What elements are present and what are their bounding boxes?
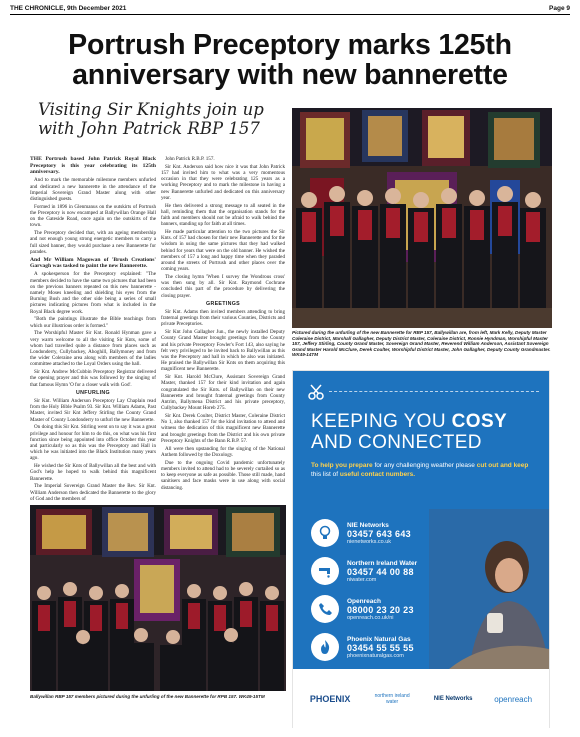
logo-ni-water: northern ireland water (374, 693, 410, 705)
advert-headline-line2: AND CONNECTED (311, 432, 482, 453)
masthead-page: Page 9 (549, 5, 570, 12)
contact-openreach (311, 595, 414, 623)
headline: Portrush Preceptory marks 125th anniversary with new bannerette (68, 29, 512, 91)
woman-with-mug-photo (429, 509, 549, 669)
article-column-1 (30, 156, 156, 502)
article-paragraph: And to mark the memorable milestone members unfurled and dedicated a new bannerette in the attendance of the Imperial Sovereign Grand Master along with other distinguished guests. (30, 177, 156, 202)
photo-bannerette-unfurling (292, 108, 552, 328)
article-paragraph: Sir Knt. Harold McClure, Assistant Sovereign Grand Master, thanked 157 for their kind invitation and again congratulated the Sir Knts. of Ballywillan on their new Bannerette and brought fraternal greetings from County Antrim, Ballymena District and his private preceptory, Cullybackey Mount Horeb 275. (161, 374, 285, 412)
contact-number[interactable]: 03457 643 643 (347, 528, 411, 539)
flame-icon (311, 633, 339, 661)
advert-header-panel (293, 371, 549, 509)
article-column-2 (161, 156, 285, 502)
contact-name: NIE Networks (347, 521, 389, 529)
advert-intro (311, 462, 531, 479)
contact-ni-water (311, 557, 417, 585)
logo-openreach: openreach (494, 694, 533, 704)
article-paragraph: John Patrick R.B.P. 157. (165, 156, 215, 162)
contact-name: Northern Ireland Water (347, 559, 418, 567)
caption-top-photo: Pictured during the unfurling of the new Bannerette for RBP 157, Ballywillan are, from left, Mark Kelly, Deputy Master Coleraine District, Marshall Gallagher, Deputy District Master, Coleraine District, Ronnie Hyndman, Worshipful Master 157, Jeffery Stirling, County Grand Master, Sovereign Grand Master, Reverend William Anderson, Assistant Sovereign Grand Master Harold McClure, Derek Coulter, Worshipful District Master, John Gallagher, Deputy County Grandmaster. WK49-14TM (292, 330, 551, 358)
article-paragraph: He then delivered a strong message to all seated in the hall, reminding them that the organisation stands for the faith and members should not be afraid to walk behind the banners, standing up for faith at all times. (161, 202, 285, 228)
advert-headline (311, 411, 507, 453)
article-paragraph: Sir Knt. Derek Coulter, District Master, Coleraine District No 1, also thanked 157 for the kind invitation to attend and witness the dedication of this magnificent new Bannerette and brought greetings from the District and his own private Preceptory Knights of the Bann R.B.P. 57. (161, 413, 285, 444)
advert-intro-bold: cut out and keep (476, 462, 529, 469)
article-paragraph: Sir Knt. William Anderson Preceptory Lay Chaplain read from the Holy Bible Psalm 93. Sir Knt. William Adams, Past Master, invited Sir Knt Jeffery Stirling the County Grand Master of County Londonderry to unfurl the new Bannerette. (30, 398, 156, 423)
advert-headline-line1: KEEPING YOU (311, 411, 446, 432)
article-paragraph: The Imperial Sovereign Grand Master the Rev. Sir Knt. William Anderson then dedicated the Bannerette to the glory of God and the members of (30, 483, 156, 502)
contact-name: Phoenix Natural Gas (347, 635, 411, 643)
article-paragraph: And Mr William Magowan of 'Brush Creations' Garvagh was tasked to paint the new Bannerette. (30, 256, 156, 270)
contact-number[interactable]: 03457 44 00 88 (347, 566, 414, 577)
article-paragraph: He made particular attention to the two pictures the Sir Knts. of 157 had chosen for their new Bannerette and for the wisdom in using the same pictures that they had walked behind for years that were on the old banner. He wished the members of 157 a long and happy time when they paraded around the streets of Portrush and other places over the coming years. (161, 229, 285, 273)
article-paragraph: The Preceptory decided that, with an ageing membership and not enough young strong energetic members to carry a full sized banner, they would purchase a new Bannerette for parades. (30, 230, 156, 255)
phone-icon (311, 595, 339, 623)
article-paragraph: Sir Knt. Adams then invited members attending to bring fraternal greetings from their various Counties, Districts and private Preceptories. (161, 309, 285, 328)
article-paragraph: Sir Knt. Andrew McCubbin Preceptory Registrar delivered the opening prayer and this was followed by the singing of that famous Hymn 'O for a closer walk with God'. (30, 369, 156, 388)
advert-intro-text: for any challenging weather please (374, 462, 475, 469)
advert-logo-strip (293, 669, 549, 729)
advert-intro-bold: useful contact numbers. (339, 470, 416, 478)
article-paragraph: The Worshipful Master Sir Knt. Ronald Hynman gave a very warm welcome to all the visiting Sir Knts, some of whom had travelled quite a distance from places such as Londonderry, Cullybackey, Ahoghill, Ballymoney and from the wider Coleraine area along with members of the ladies committee attached to the Loyal Orders using the hall. (30, 330, 156, 368)
logo-phoenix: PHOENIX (309, 694, 351, 704)
article-paragraph: "Both the paintings illustrate the Bible teachings from which our illustrious order is formed." (30, 316, 156, 329)
advert-keeping-you-cosy (292, 370, 550, 728)
subheading-greetings: GREETINGS (206, 300, 240, 307)
contact-website[interactable]: niwater.com (347, 576, 377, 583)
article-paragraph: All were then upstanding for the singing of the National Anthem followed by the Doxology. (161, 445, 285, 458)
article-paragraph: He wished the Sir Knts of Ballywillan all the best and with God's help he hoped to walk behind this magnificent Bannerette. (30, 463, 156, 482)
advert-headline-bold: COSY (451, 411, 508, 432)
contact-number[interactable]: 08000 23 20 23 (347, 604, 414, 615)
masthead (10, 3, 570, 15)
contact-website[interactable]: openreach.co.uk/ni (347, 614, 394, 621)
article-lead: THE Portrush based John Patrick Royal Black Preceptory is this year celebrating its 125th anniversary. (30, 156, 156, 176)
article-paragraph: Sir Knt John Gallagher Jun., the newly installed Deputy County Grand Master brought greetings from the County and his private Preceptory Fowler's Fort 143, also saying he felt very privileged to be invited back to Ballywillan as this was the Preceptory and hall in which he also was initiated. He praised the Ballywillan Sir Knts on them acquiring this magnificent new Bannerette. (161, 329, 285, 373)
article-paragraph: A spokesperson for the Preceptory explained: "The members decided to have the same two pictures that had been on the previous banners repeated on this new bannerette - namely Moses kneeling and shielding his eyes from the Burning Bush and the other side being a series of small pictures indicating pictures from what is included in the Royal Black degree work. (30, 271, 156, 315)
advert-intro-text: this list of (311, 470, 339, 478)
scissors-icon (307, 383, 325, 401)
advert-contacts-panel (293, 509, 549, 669)
subheading-unfurling: UNFURLING (76, 389, 110, 396)
photo-members-group (30, 505, 286, 691)
contact-phoenix-natural-gas (311, 633, 414, 661)
article-paragraph: Due to the ongoing Covid pandemic unfortunately members invited to attend had to be severely curtailed so as to keep everyone as safe as possible. Those still made, hand sanitisers and face masks were in use along with social distancing. (161, 459, 285, 491)
contact-number[interactable]: 03454 55 55 55 (347, 642, 414, 653)
article-paragraph: On doing this Sir Knt. Stirling went on to say it was a great privilege and honour for him to do this, on what was his first function since being appointed into office October this year and particularly so as this was the Preceptory and Hall in which he was initiated into the Black Institution many years ago. (30, 424, 156, 462)
masthead-paper: THE CHRONICLE, 9th December 2021 (10, 5, 127, 12)
contact-website[interactable]: phoenixnaturalgas.com (347, 652, 404, 659)
lightbulb-icon (311, 519, 339, 547)
contact-name: Openreach (347, 597, 381, 605)
article-paragraph: Formed in 1896 in Glenmanus on the outskirts of Portrush the Preceptory is now encamped at Ballywillan Orange Hall on the Gateside Road, once again on the outskirts of the town. (30, 203, 156, 229)
contact-website[interactable]: nienetworks.co.uk (347, 538, 392, 545)
logo-nie-networks: NIE Networks (433, 696, 473, 702)
contact-nie-networks (311, 519, 411, 547)
article-paragraph: The closing hymn 'When I survey the Wondrous cross' was then sung by all. Sir Knt. Raymond Cochrane concluded this part of the procedure by delivering the closing prayer. (161, 274, 285, 299)
tap-icon (311, 557, 339, 585)
caption-bottom-photo: Ballywillan RBP 157 members pictured during the unfurling of the new Bannerette for RPB 157. WK49-15TM (30, 694, 265, 699)
subhead: Visiting Sir Knights join up with John Patrick RBP 157 (38, 100, 264, 138)
article-paragraph: Sir Knt. Anderson said how nice it was that John Patrick 157 had invited him to what was a very momentous occasion in that they were celebrating 125 years as a working Preceptory and to mark the milestone in having a new Bannerette unfurled and dedicated on this anniversary year. (161, 163, 285, 201)
advert-intro-bold: To help you prepare (311, 462, 373, 469)
